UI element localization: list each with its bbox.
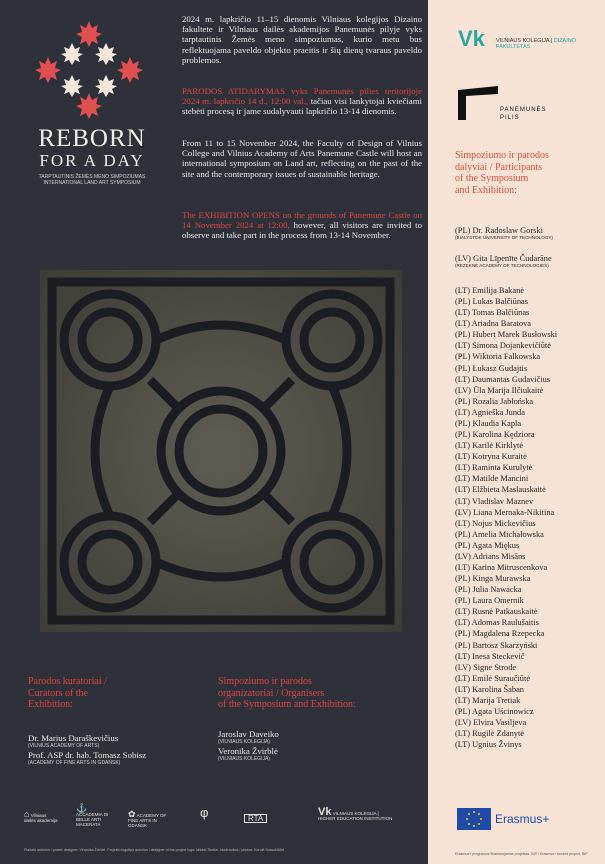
vk-bottom-logo: Vk VILNIAUS KOLEGIJA | HIGHER EDUCATION INSTITUTION	[318, 806, 393, 821]
participant-item: (LT) Simona Dojankevičiūtė	[455, 341, 551, 351]
participant-item: (LT) Elžbieta Maslauskaitė	[455, 485, 546, 495]
curators-heading: Parodos kuratoriai / Curators of the Exhibition:	[28, 676, 107, 710]
participant-item: (LT) Karilė Kirklytė	[455, 441, 524, 451]
title-main: REBORN	[38, 125, 146, 152]
participant-item: (LT) Vladislav Maznev	[455, 496, 534, 506]
participant-item: (LT) Daumantas Gudavičius	[455, 374, 551, 384]
vk-mark-icon: Vk	[458, 26, 485, 51]
organisers-heading: Simpoziumo ir parodos organizatoriai / Organisers of the Symposium and Exhibition:	[218, 676, 356, 710]
participant-item: (LT) Karolina Šaban	[455, 684, 524, 694]
participant-item: (PL) Agata Miękus	[455, 540, 520, 550]
participant-item: (LT) Raminta Kurulytė	[455, 463, 533, 473]
participant-item: (LT) Tomas Balčiūnas	[455, 308, 530, 318]
participant-affiliation: (REZEKNE ACADEMY OF TECHNOLOGIES)	[455, 263, 549, 268]
participant-item: (LT) Agnieška Junda	[455, 407, 525, 417]
participant-item: (LT) Ugnius Žvinys	[455, 740, 522, 750]
participant-item: (LT) Adomas Raulušaitis	[455, 618, 539, 628]
participant-item: (PL) Laura Omernik	[455, 596, 524, 606]
participant-item: (LT) Karina Mitruscenkova	[455, 563, 548, 572]
organiser-name: Jaroslav Daveiko	[218, 729, 279, 739]
intro-lt: 2024 m. lapkričio 11–15 dienomis Vilniaus kolegijos Dizaino fakultete ir Vilniaus dailės akademijos Panemunės pilyje vyks tarptautinis Žemės meno simpoziumas, kurio metu bus reflektuojama paveldo objekto praeitis ir šių dienų tvaraus paveldo problemos.	[182, 14, 422, 65]
panemunes-castle-logo: PANEMUNĖS PILIS	[456, 84, 576, 124]
curator-name: Prof. ASP dr. hab. Tomasz Sobisz	[28, 750, 147, 760]
participant-item: (LV) Signe Strode	[455, 662, 517, 672]
participant-item: (PL) Julia Nawacka	[455, 585, 522, 595]
participant-item: (LT) Inesa Steckevič	[455, 651, 525, 661]
participant-item: (PL) Wiktoria Falkowska	[455, 352, 541, 362]
gdansk-logo: ✿ ACADEMY OF FINE ARTS IN GDAŃSK	[128, 809, 167, 828]
intro-lt-opening: PARODOS ATIDARYMAS vyks Panemunės pilies teritorijoje 2024 m. lapkričio 14 d., 12:00 val., tačiau visi lankytojai kviečiami stebėti procesą ir jame sudalyvauti lapkričio 13-14 dienomis.	[182, 86, 422, 117]
participants-heading: Simpoziumo ir parodos dalyviai / Participants of the Symposium and Exhibition:	[455, 150, 549, 196]
participant-item: (LT) Kotryna Kuraitė	[455, 452, 527, 462]
participant-featured: (LV) Gita Līpenīte Čudarāne	[455, 254, 552, 263]
footer-credits: Plakato autorius / poster designer: Veronika Žvirblė. Projekto logotipo autorius / designer of the project logo: Mikkel Tiedke. Nuotraukos / photos: Karolė Sutauščiūtė	[24, 848, 285, 852]
participant-item: (PL) Lukas Balčiūnas	[455, 297, 529, 307]
eu-flag-icon	[457, 808, 491, 830]
curator-affiliation: (ACADEMY OF FINE ARTS IN GDAŃSK)	[28, 760, 121, 766]
intro-en: From 11 to 15 November 2024, the Faculty of Design of Vilnius College and Vilnius Academy of Arts Panemune Castle will host an international symposium on Land art, reflecting on the past of the site and the contemporary issues of sustainable heritage.	[182, 138, 422, 179]
participant-item: (PL) Rozalia Jabłońska	[455, 396, 534, 406]
participant-item: (PL) Amelia Michałowska	[455, 529, 544, 539]
participant-item: (PL) Łukasz Gudajtis	[455, 363, 528, 373]
participant-item: (PL) Bartosz Skarzyński	[455, 640, 538, 650]
vk-text: VILNIAUS KOLEGIJA | DIZAINO FAKULTETAS	[496, 38, 576, 50]
phi-logo-icon: φ	[200, 805, 209, 820]
curator-affiliation: (VILNIUS ACADEMY OF ARTS)	[28, 743, 100, 749]
participant-item: (LV) Liana Mernaka-Nikitina	[455, 507, 555, 517]
participant-affiliation: (BIALYSTOK UNIVERSITY OF TECHNOLOGY)	[455, 235, 553, 240]
macerata-logo: ⚓ ACCADEMIA DI BELLE ARTI MACERATA	[76, 803, 109, 827]
participant-item: (LT) Rusnė Patkauskaitė	[455, 607, 538, 617]
curator-name: Dr. Marius Daraškevičius	[28, 733, 119, 743]
participant-item: (LT) Ariadna Baratova	[455, 319, 531, 329]
participant-item: (LV) Ūla Marija Ilčiukaitė	[455, 385, 544, 395]
participant-item: (LT) Emilė Suraučiūtė	[455, 673, 531, 683]
participant-item: (LT) Emilija Bakanė	[455, 286, 524, 295]
organiser-affiliation: (VILNIAUS KOLEGIJA)	[218, 756, 270, 762]
vk-logo	[458, 26, 598, 60]
intro-en-opening: The EXHIBITION OPENS on the grounds of Panemune Castle on 14 November 2024 at 12:00, however, all visitors are invited to observe and take part in the process from 13-14 November.	[182, 210, 423, 241]
participant-item: (PL) Karolina Kędziora	[455, 430, 535, 440]
erasmus-text: Erasmus+	[495, 812, 550, 826]
vda-logo: ⌂ Vilniaus dailės akademija	[24, 809, 58, 823]
maple-leaves-logo-icon	[34, 20, 144, 120]
participant-item: (PL) Magdalena Rzepecka	[455, 629, 545, 639]
land-art-maze-image	[40, 270, 402, 632]
participant-featured: (PL) Dr. Radoslaw Gorski	[455, 226, 543, 235]
erasmus-note: Erasmus+ programos finansuojamas projektas, BIP / Erasmus+ funded project, BIP	[455, 852, 588, 856]
castle-mark-icon	[456, 84, 500, 122]
participant-item: (LV) Elvira Vasiljeva	[455, 718, 527, 728]
title-tagline: TARPTAUTINIS ŽEMĖS MENO SIMPOZIUMAS INTERNATIONAL LAND ART SYMPOSIUM	[38, 174, 146, 186]
organiser-affiliation: (VILNIAUS KOLEGIJA)	[218, 739, 270, 745]
participant-item: (LT) Marija Tretiak	[455, 695, 521, 705]
erasmus-logo	[457, 808, 587, 832]
participant-item: (LT) Matilde Mancini	[455, 474, 529, 484]
participant-item: (PL) Kinga Murawska	[455, 574, 531, 584]
participant-item: (PL) Klaudia Kapla	[455, 418, 522, 428]
rta-logo: RTA	[244, 814, 267, 823]
organiser-name: Veronika Žvirblė	[218, 746, 278, 756]
participant-item: (PL) Agata Uścinowicz	[455, 707, 534, 717]
participant-item: (LT) Rugilė Zdanytė	[455, 729, 524, 739]
participant-item: (LV) Adrians Misāns	[455, 551, 526, 561]
participant-item: (PL) Hubert Marek Busłowski	[455, 330, 558, 340]
participant-item: (LT) Nojus Mickevičius	[455, 518, 536, 528]
title-sub: FOR A DAY	[39, 151, 145, 170]
